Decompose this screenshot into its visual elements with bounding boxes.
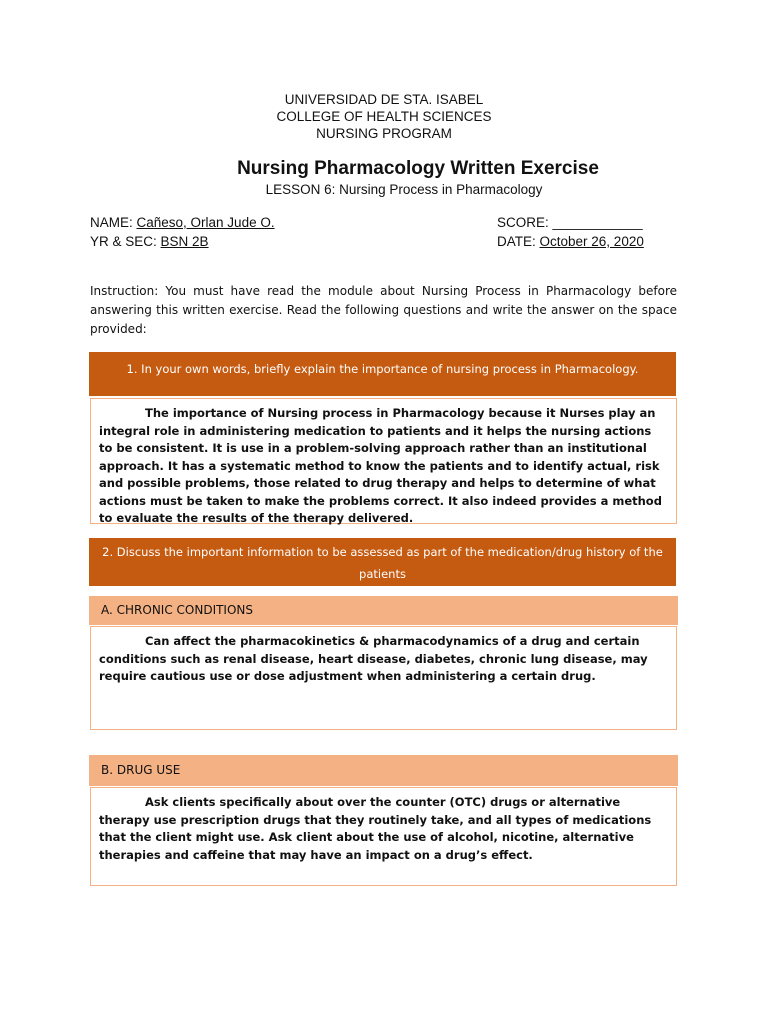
section-a-answer: Can affect the pharmacokinetics & pharmacodynamics of a drug and certain conditions such as renal disease, heart disease, diabetes, chronic lung disease, may require cautious use or dose adjustment when administering a certain drug.: [99, 634, 648, 683]
university-name: UNIVERSIDAD DE STA. ISABEL: [284, 92, 484, 107]
question-1-bar: [89, 352, 676, 396]
question-2-prompt: 2. Discuss the important information to be assessed as part of the medication/drug history of the patients: [102, 545, 663, 581]
question-1-prompt: 1. In your own words, briefly explain the importance of nursing process in Pharmacology.: [126, 362, 639, 376]
section-a-bar: [89, 596, 678, 625]
score-row: [497, 215, 643, 230]
date-row: [497, 234, 644, 249]
section-a-label: A. CHRONIC CONDITIONS: [101, 603, 254, 617]
name-value: Cañeso, Orlan Jude O.: [136, 215, 275, 230]
question-2-bar: [89, 538, 676, 586]
instruction-text: Instruction: You must have read the module about Nursing Process in Pharmacology before answering this written exercise. Read the following questions and write the answer on the space provided:: [90, 284, 677, 336]
score-value: ____________: [552, 215, 643, 230]
section-b-answer: Ask clients specifically about over the counter (OTC) drugs or alternative therapy use prescription drugs that they routinely take, and all types of medications that the client might use. Ask client about the use of alcohol, nicotine, alternative therapies and caffeine that may have an impact on a drug’s effect.: [99, 795, 652, 862]
date-label: DATE:: [497, 234, 540, 249]
section-a-answer-box: [90, 626, 677, 730]
section-b-label: B. DRUG USE: [101, 763, 181, 777]
question-1-answer: The importance of Nursing process in Pharmacology because it Nurses play an integral role in administering medication to patients and it helps the nursing actions to be consistent. It is use in a problem-solving approach rather than an institutional approach. It has a systematic method to know the patients and to identify actual, risk and possible problems, those related to drug therapy and helps to determine of what actions must be taken to make the problems correct. It also indeed provides a method to evaluate the results of the therapy delivered.: [99, 406, 662, 525]
score-label: SCORE:: [497, 215, 553, 230]
yrsec-label: YR & SEC:: [90, 234, 161, 249]
college-name: COLLEGE OF HEALTH SCIENCES: [276, 109, 492, 124]
lesson-subtitle: LESSON 6: Nursing Process in Pharmacology: [265, 182, 543, 197]
question-1-answer-box: [90, 398, 677, 524]
section-b-answer-box: [90, 787, 677, 886]
program-name: NURSING PROGRAM: [316, 126, 452, 141]
name-row: [90, 215, 275, 230]
name-label: NAME:: [90, 215, 137, 230]
date-value: October 26, 2020: [539, 234, 644, 249]
document-title: Nursing Pharmacology Written Exercise: [237, 158, 599, 179]
yrsec-row: [90, 234, 209, 249]
section-b-bar: [89, 755, 678, 786]
yrsec-value: BSN 2B: [160, 234, 209, 249]
